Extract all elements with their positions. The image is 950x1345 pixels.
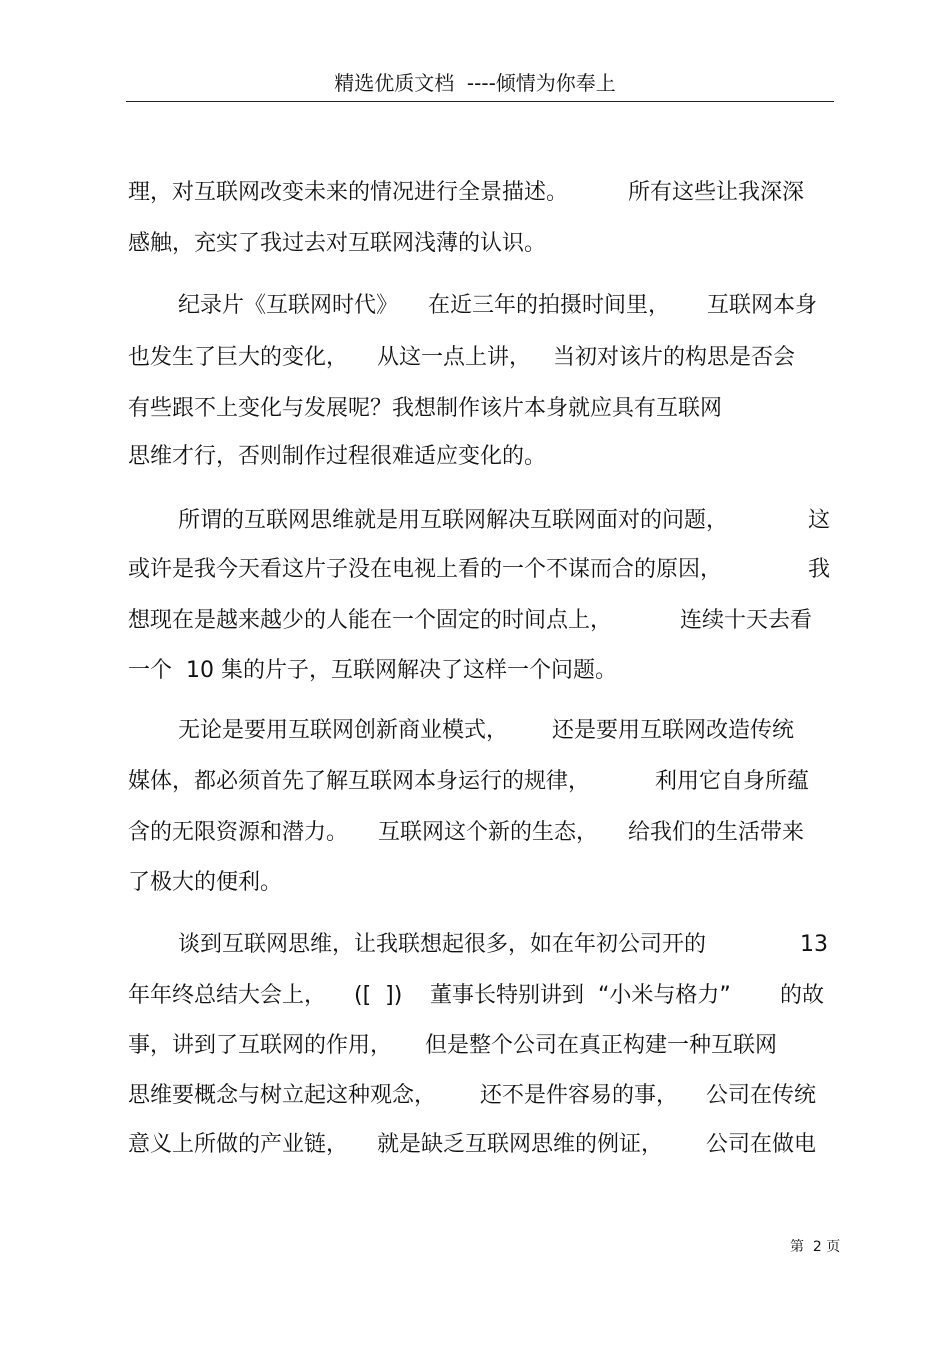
text-segment: 就是缺乏互联网思维的例证，	[377, 1132, 664, 1157]
text-segment: 利用它自身所蕴	[655, 769, 810, 794]
text-segment: ([ ])	[354, 983, 403, 1008]
text-segment: 的故	[780, 983, 825, 1008]
text-segment: 我	[808, 557, 831, 582]
text-segment: 或许是我今天看这片子没在电视上看的一个不谋而合的原因，	[128, 557, 723, 582]
text-segment: 思维要概念与树立起这种观念，	[128, 1083, 437, 1108]
text-segment: 感触，充实了我过去对互联网浅薄的认识。	[128, 231, 547, 256]
text-segment: 还不是件容易的事，	[480, 1083, 679, 1108]
text-segment: 意义上所做的产业链，	[128, 1132, 349, 1157]
text-segment: 但是整个公司在真正构建一种互联网	[425, 1033, 778, 1058]
text-segment: 了极大的便利。	[128, 870, 283, 895]
text-segment: 在近三年的拍摄时间里，	[428, 293, 671, 318]
page-header: 精选优质文档 ----倾情为你奉上	[334, 71, 616, 95]
text-segment: 所谓的互联网思维就是用互联网解决互联网面对的问题，	[178, 508, 729, 533]
header-divider	[126, 101, 834, 102]
text-segment: 事，讲到了互联网的作用，	[128, 1033, 393, 1058]
text-segment: 年年终总结大会上，	[128, 983, 327, 1008]
text-segment: 思维才行，否则制作过程很难适应变化的。	[128, 444, 547, 469]
text-segment: 公司在做电	[706, 1132, 817, 1157]
text-segment: 理，对互联网改变未来的情况进行全景描述。	[128, 180, 569, 205]
text-segment: 给我们的生活带来	[628, 820, 805, 845]
text-segment: 董事长特别讲到	[430, 983, 585, 1008]
text-segment: 所有这些让我深深	[628, 180, 805, 205]
text-segment: 纪录片《互联网时代》	[178, 293, 399, 318]
text-segment: 一个 10 集的片子，互联网解决了这样一个问题。	[128, 658, 617, 683]
text-segment: 互联网本身	[707, 293, 818, 318]
text-segment: 有些跟不上变化与发展呢？我想制作该片本身就应具有互联网	[128, 396, 723, 421]
text-segment: 媒体，都必须首先了解互联网本身运行的规律，	[128, 769, 591, 794]
text-segment: 还是要用互联网改造传统	[552, 718, 795, 743]
text-segment: 想现在是越来越少的人能在一个固定的时间点上，	[128, 608, 613, 633]
text-segment: 13	[800, 932, 828, 957]
text-segment: 谈到互联网思维，让我联想起很多，如在年初公司开的	[178, 932, 707, 957]
text-segment: 公司在传统	[706, 1083, 817, 1108]
page-number: 第 2 页	[790, 1239, 841, 1255]
text-line	[128, 1130, 841, 1280]
text-segment: 这	[808, 508, 831, 533]
text-segment: 无论是要用互联网创新商业模式，	[178, 718, 509, 743]
text-segment: 从这一点上讲，	[377, 345, 532, 370]
text-segment: 当初对该片的构思是否会	[553, 345, 796, 370]
text-segment: 互联网这个新的生态，	[378, 820, 599, 845]
text-segment: 连续十天去看	[680, 608, 813, 633]
text-segment: “小米与格力”	[598, 983, 731, 1008]
text-segment: 也发生了巨大的变化，	[128, 345, 349, 370]
text-segment: 含的无限资源和潜力。	[128, 820, 349, 845]
